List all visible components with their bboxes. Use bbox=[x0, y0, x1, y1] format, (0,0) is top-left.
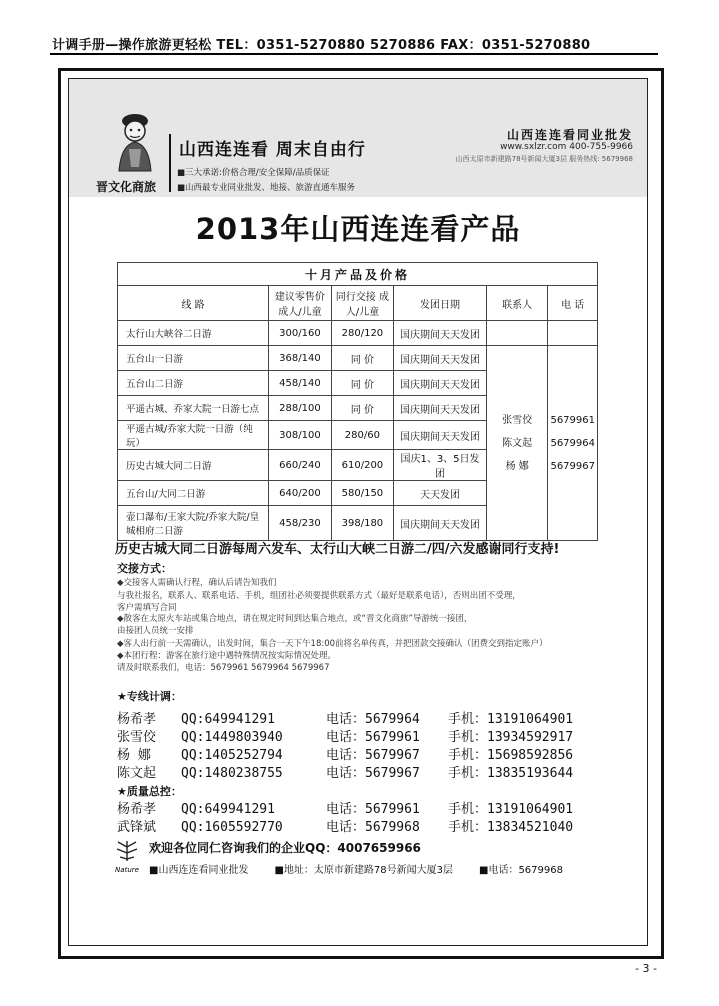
staff-name: 武锋斌 bbox=[117, 820, 157, 835]
departure-cell: 国庆期间天天发团 bbox=[394, 396, 487, 421]
staff-name: 张雪佼 bbox=[117, 730, 157, 745]
departure-cell: 国庆期间天天发团 bbox=[394, 506, 487, 541]
page-header: 计调手册—操作旅游更轻松 TEL：0351-5270880 5270886 FAX：0351-5270880 bbox=[52, 38, 591, 53]
retail-cell: 458/230 bbox=[269, 506, 331, 541]
route-cell: 历史古城大同二日游 bbox=[118, 450, 269, 481]
retail-cell: 300/160 bbox=[269, 321, 331, 346]
peer-cell: 280/60 bbox=[331, 421, 393, 450]
route-cell: 五台山/大同二日游 bbox=[118, 481, 269, 506]
peer-cell: 580/150 bbox=[331, 481, 393, 506]
contact-names-cell bbox=[486, 346, 548, 541]
route-cell: 壶口瀑布/王家大院/乔家大院/皇城相府二日游 bbox=[118, 506, 269, 541]
company-address: 山西太原市新建路78号新闻大厦3层 服务热线: 5679968 bbox=[455, 155, 633, 163]
handover-line: ◆本团行程：游客在旅行途中遇特殊情况按实际情况处理。 bbox=[117, 651, 337, 661]
staff-mobile: 手机：13835193644 bbox=[448, 766, 574, 781]
nature-logo-icon bbox=[111, 837, 143, 875]
route-cell: 太行山大峡谷二日游 bbox=[118, 321, 269, 346]
col-phone: 电 话 bbox=[548, 286, 598, 321]
contact-name: 陈文起 bbox=[502, 437, 533, 449]
footer-info bbox=[149, 861, 563, 876]
handover-line: ◆交接客人需确认行程，确认后请告知我们 bbox=[117, 578, 277, 588]
handover-line: 请及时联系我们，电话：5679961 5679964 5679967 bbox=[117, 663, 330, 673]
footer-address: ■地址：太原市新建路78号新闻大厦3层 bbox=[274, 865, 453, 876]
contact-phone: 5679964 bbox=[550, 437, 595, 449]
staff-name: 杨希孝 bbox=[117, 712, 157, 727]
staff-tel: 电话：5679968 bbox=[326, 820, 420, 835]
phone-cell bbox=[548, 321, 598, 346]
retail-cell: 368/140 bbox=[269, 346, 331, 371]
handover-line: 由接团人员统一安排 bbox=[117, 626, 194, 636]
peer-cell: 610/200 bbox=[331, 450, 393, 481]
route-cell: 平遥古城/乔家大院一日游（纯玩） bbox=[118, 421, 269, 450]
peer-cell: 同 价 bbox=[331, 346, 393, 371]
staff-tel: 电话：5679961 bbox=[326, 730, 420, 745]
departure-cell: 天天发团 bbox=[394, 481, 487, 506]
departure-cell: 国庆期间天天发团 bbox=[394, 371, 487, 396]
staff-name: 陈文起 bbox=[117, 766, 157, 781]
staff-qq: QQ:1605592770 bbox=[181, 820, 283, 835]
staff-row bbox=[117, 708, 573, 727]
peer-cell: 同 价 bbox=[331, 371, 393, 396]
contact-name: 杨 娜 bbox=[505, 460, 529, 472]
departure-cell: 国庆期间天天发团 bbox=[394, 346, 487, 371]
retail-cell: 458/140 bbox=[269, 371, 331, 396]
peer-cell: 398/180 bbox=[331, 506, 393, 541]
staff-mobile: 手机：15698592856 bbox=[448, 748, 574, 763]
mascot-illustration bbox=[107, 109, 163, 173]
staff-mobile: 手机：13934592917 bbox=[448, 730, 574, 745]
col-contact: 联系人 bbox=[486, 286, 548, 321]
route-cell: 五台山一日游 bbox=[118, 346, 269, 371]
svg-text:Nature: Nature bbox=[115, 866, 139, 874]
content-panel bbox=[68, 78, 648, 946]
staff-mobile: 手机：13191064901 bbox=[448, 712, 574, 727]
retail-cell: 660/240 bbox=[269, 450, 331, 481]
contact-name: 张雪佼 bbox=[502, 414, 533, 426]
col-route: 线 路 bbox=[118, 286, 269, 321]
table-caption: 十月产品及价格 bbox=[118, 263, 598, 286]
footer-phone: ■电话：5679968 bbox=[479, 865, 563, 876]
contact-cell bbox=[486, 321, 548, 346]
retail-cell: 288/100 bbox=[269, 396, 331, 421]
contact-phone: 5679967 bbox=[550, 460, 595, 472]
route-cell: 平遥古城、乔家大院一日游七点 bbox=[118, 396, 269, 421]
staff-row bbox=[117, 726, 573, 745]
staff-row bbox=[117, 798, 573, 817]
footer-company: ■山西连连看同业批发 bbox=[149, 865, 249, 876]
staff-name: 杨 娜 bbox=[117, 748, 151, 763]
handover-line: ◆客人出行前一天需确认，出发时间，集合一天下午18:00前将名单传真，并把团款交接确认（团费交到指定账户） bbox=[117, 639, 548, 649]
col-peer: 同行交接 成人/儿童 bbox=[331, 286, 393, 321]
table-row bbox=[118, 346, 598, 371]
staff-qq: QQ:1405252794 bbox=[181, 748, 283, 763]
staff-row bbox=[117, 744, 573, 763]
staff-row bbox=[117, 816, 573, 835]
table-row bbox=[118, 321, 598, 346]
handover-title: 交接方式： bbox=[117, 562, 172, 575]
route-cell: 五台山二日游 bbox=[118, 371, 269, 396]
staff-qq: QQ:1480238755 bbox=[181, 766, 283, 781]
col-retail: 建议零售价 成人/儿童 bbox=[269, 286, 331, 321]
departure-cell: 国庆期间天天发团 bbox=[394, 421, 487, 450]
departure-cell: 国庆1、3、5日发团 bbox=[394, 450, 487, 481]
header-rule bbox=[50, 53, 658, 55]
price-table bbox=[117, 262, 598, 541]
staff-tel: 电话：5679961 bbox=[326, 802, 420, 817]
handover-line: ◆散客在太原火车站或集合地点，请在规定时间到达集合地点，或“晋文化商旅”导游统一接团， bbox=[117, 614, 473, 624]
staff-qq: QQ:1449803940 bbox=[181, 730, 283, 745]
retail-cell: 640/200 bbox=[269, 481, 331, 506]
contact-phones-cell bbox=[548, 346, 598, 541]
peer-cell: 同 价 bbox=[331, 396, 393, 421]
slogan: 山西连连看 周末自由行 bbox=[179, 140, 366, 160]
col-departure: 发团日期 bbox=[394, 286, 487, 321]
staff-mobile: 手机：13834521040 bbox=[448, 820, 574, 835]
departure-cell: 国庆期间天天发团 bbox=[394, 321, 487, 346]
main-title: 2013年山西连连看产品 bbox=[195, 212, 521, 246]
staff-name: 杨希孝 bbox=[117, 802, 157, 817]
banner-bullet: ■山西最专业同业批发、地接、旅游直通车服务 bbox=[177, 183, 356, 193]
banner-bullet: ■三大承诺:价格合理/安全保障/品质保证 bbox=[177, 168, 330, 178]
notice-banner: 历史古城大同二日游每周六发车、太行山大峡二日游二/四/六发感谢同行支持! bbox=[115, 542, 560, 557]
divider bbox=[169, 134, 171, 192]
page-number: - 3 - bbox=[635, 962, 657, 975]
welcome-line: 欢迎各位同仁咨询我们的企业QQ：4007659966 bbox=[149, 841, 421, 855]
staff-tel: 电话：5679967 bbox=[326, 748, 420, 763]
banner bbox=[69, 79, 647, 197]
staff-qq: QQ:649941291 bbox=[181, 802, 275, 817]
company-website[interactable]: www.sxlzr.com 400-755-9966 bbox=[500, 142, 633, 152]
staff-row bbox=[117, 762, 573, 781]
contact-phone: 5679961 bbox=[550, 414, 595, 426]
hotline-title: ★专线计调： bbox=[117, 690, 182, 703]
staff-tel: 电话：5679964 bbox=[326, 712, 420, 727]
handover-line: 客户需填写合同 bbox=[117, 603, 177, 613]
brand-name: 晋文化商旅 bbox=[96, 180, 157, 194]
staff-mobile: 手机：13191064901 bbox=[448, 802, 574, 817]
staff-tel: 电话：5679967 bbox=[326, 766, 420, 781]
handover-line: 与我社报名，联系人、联系电话、手机，组团社必须要提供联系方式（最好是联系电话），否则出团不受理， bbox=[117, 591, 521, 601]
staff-qq: QQ:649941291 bbox=[181, 712, 275, 727]
company-name: 山西连连看同业批发 bbox=[506, 128, 633, 142]
retail-cell: 308/100 bbox=[269, 421, 331, 450]
quality-title: ★质量总控： bbox=[117, 785, 182, 798]
peer-cell: 280/120 bbox=[331, 321, 393, 346]
